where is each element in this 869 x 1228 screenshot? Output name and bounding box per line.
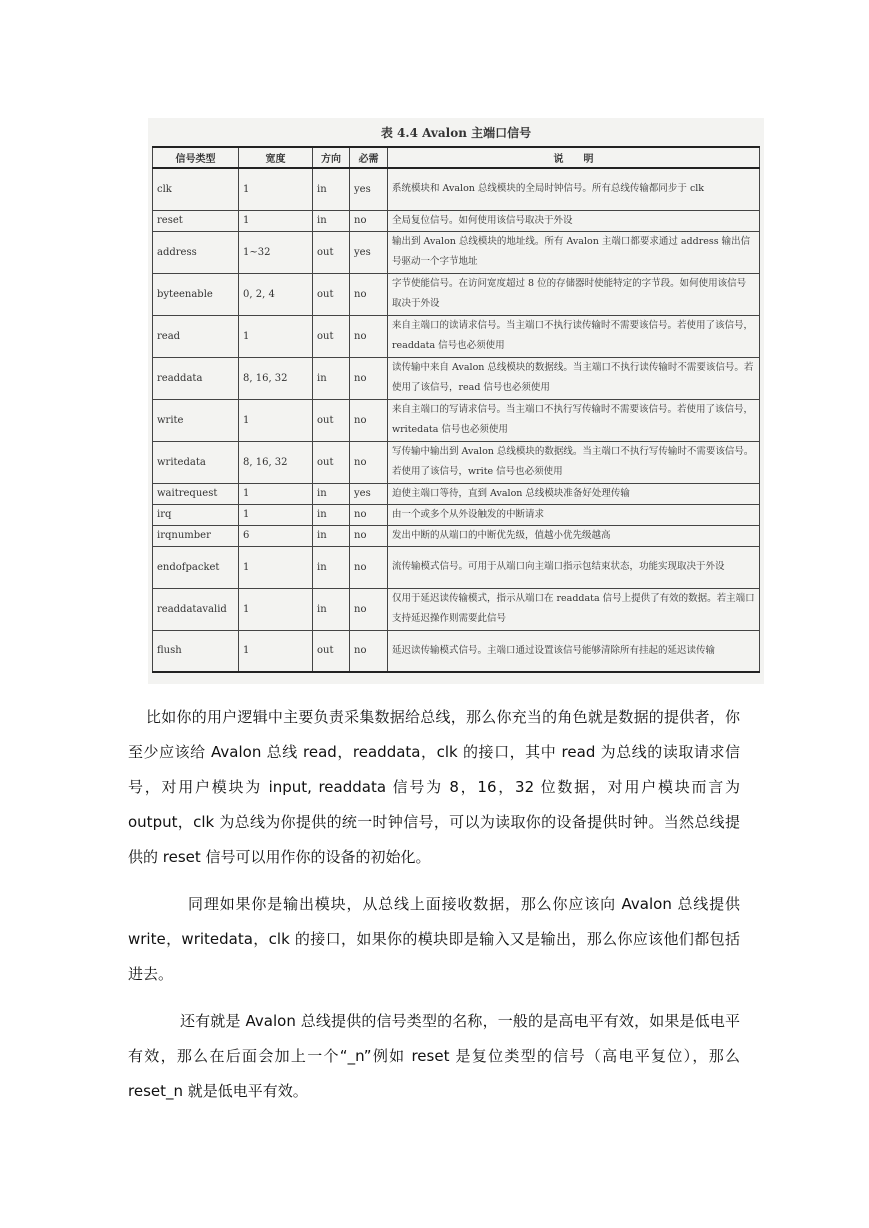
paragraph: 比如你的用户逻辑中主要负责采集数据给总线，那么你充当的角色就是数据的提供者，你至少应该给 Avalon 总线 read，readdata，clk 的接口，其中 read 为总线的读取请求信号，对用户模块为 input, readdata 信号为 8，16，32 位数据，对用户模块而言为 output，clk 为总线为你提供的统一时钟信号，可以为读取你的设备提供时钟。当然总线提供的 reset 信号可以用作你的设备的初始化。	[128, 708, 740, 866]
required-cell: no	[350, 441, 388, 483]
width-cell: 8, 16, 32	[239, 441, 313, 483]
signal-name-cell: flush	[153, 630, 239, 672]
signal-name-cell: byteenable	[153, 273, 239, 315]
width-cell: 1	[239, 504, 313, 525]
description-cell: 流传输模式信号。可用于从端口向主端口指示包结束状态，功能实现取决于外设	[388, 546, 760, 588]
description-cell: 读传输中来自 Avalon 总线模块的数据线。当主端口不执行读传输时不需要该信号。若使用了该信号，read 信号也必须使用	[388, 357, 760, 399]
table-row	[153, 525, 760, 546]
description-cell: 系统模块和 Avalon 总线模块的全局时钟信号。所有总线传输都同步于 clk	[388, 168, 760, 210]
description-cell: 全局复位信号。如何使用该信号取决于外设	[388, 210, 760, 231]
table-row	[153, 441, 760, 483]
signal-name-cell: writedata	[153, 441, 239, 483]
width-cell: 1	[239, 630, 313, 672]
width-cell: 8, 16, 32	[239, 357, 313, 399]
required-cell: no	[350, 525, 388, 546]
required-cell: no	[350, 273, 388, 315]
required-cell: yes	[350, 231, 388, 273]
width-cell: 1	[239, 483, 313, 504]
width-cell: 1	[239, 168, 313, 210]
required-cell: no	[350, 210, 388, 231]
required-cell: yes	[350, 168, 388, 210]
direction-cell: in	[313, 504, 350, 525]
direction-cell: in	[313, 546, 350, 588]
width-cell: 1	[239, 210, 313, 231]
description-cell: 写传输中输出到 Avalon 总线模块的数据线。当主端口不执行写传输时不需要该信号。若使用了该信号，write 信号也必须使用	[388, 441, 760, 483]
table-row	[153, 630, 760, 672]
direction-cell: in	[313, 168, 350, 210]
required-cell: no	[350, 504, 388, 525]
description-cell: 字节使能信号。在访问宽度超过 8 位的存储器时使能特定的字节段。如何使用该信号取决于外设	[388, 273, 760, 315]
required-cell: no	[350, 630, 388, 672]
table-row	[153, 231, 760, 273]
direction-cell: out	[313, 315, 350, 357]
table-row	[153, 315, 760, 357]
width-cell: 0, 2, 4	[239, 273, 313, 315]
signal-name-cell: endofpacket	[153, 546, 239, 588]
table-row	[153, 357, 760, 399]
direction-cell: out	[313, 231, 350, 273]
width-cell: 6	[239, 525, 313, 546]
signal-name-cell: readdatavalid	[153, 588, 239, 630]
table-caption: 表 4.4 Avalon 主端口信号	[380, 126, 532, 140]
signal-name-cell: read	[153, 315, 239, 357]
direction-cell: in	[313, 588, 350, 630]
signal-name-cell: irq	[153, 504, 239, 525]
header-signal-type: 信号类型	[153, 147, 239, 168]
table-row	[153, 273, 760, 315]
table-row	[153, 504, 760, 525]
direction-cell: in	[313, 525, 350, 546]
direction-cell: out	[313, 273, 350, 315]
required-cell: no	[350, 546, 388, 588]
signal-name-cell: readdata	[153, 357, 239, 399]
table-row	[153, 546, 760, 588]
signal-name-cell: waitrequest	[153, 483, 239, 504]
description-cell: 迫使主端口等待，直到 Avalon 总线模块准备好处理传输	[388, 483, 760, 504]
required-cell: yes	[350, 483, 388, 504]
table-row	[153, 483, 760, 504]
required-cell: no	[350, 357, 388, 399]
direction-cell: in	[313, 210, 350, 231]
direction-cell: in	[313, 483, 350, 504]
avalon-signal-table	[152, 146, 760, 673]
header-direction: 方向	[313, 147, 350, 168]
required-cell: no	[350, 399, 388, 441]
table-row	[153, 588, 760, 630]
table-row	[153, 399, 760, 441]
direction-cell: out	[313, 441, 350, 483]
description-cell: 由一个或多个从外设触发的中断请求	[388, 504, 760, 525]
header-description: 说 明	[388, 147, 760, 168]
description-cell: 来自主端口的读请求信号。当主端口不执行读传输时不需要该信号。若使用了该信号，readdata 信号也必须使用	[388, 315, 760, 357]
signal-name-cell: address	[153, 231, 239, 273]
required-cell: no	[350, 315, 388, 357]
width-cell: 1	[239, 399, 313, 441]
table-row	[153, 168, 760, 210]
description-cell: 来自主端口的写请求信号。当主端口不执行写传输时不需要该信号。若使用了该信号，writedata 信号也必须使用	[388, 399, 760, 441]
required-cell: no	[350, 588, 388, 630]
width-cell: 1	[239, 315, 313, 357]
paragraph: 还有就是 Avalon 总线提供的信号类型的名称，一般的是高电平有效，如果是低电平有效，那么在后面会加上一个“_n”例如 reset 是复位类型的信号（高电平复位），那么 reset_n 就是低电平有效。	[128, 1012, 740, 1100]
header-width: 宽度	[239, 147, 313, 168]
description-cell: 延迟读传输模式信号。主端口通过设置该信号能够清除所有挂起的延迟读传输	[388, 630, 760, 672]
signal-name-cell: clk	[153, 168, 239, 210]
signal-name-cell: irqnumber	[153, 525, 239, 546]
description-cell: 发出中断的从端口的中断优先级，值越小优先级越高	[388, 525, 760, 546]
description-cell: 仅用于延迟读传输模式，指示从端口在 readdata 信号上提供了有效的数据。若主端口支持延迟操作则需要此信号	[388, 588, 760, 630]
direction-cell: out	[313, 630, 350, 672]
width-cell: 1	[239, 546, 313, 588]
direction-cell: in	[313, 357, 350, 399]
table-body	[153, 168, 760, 672]
signal-name-cell: write	[153, 399, 239, 441]
description-cell: 输出到 Avalon 总线模块的地址线。所有 Avalon 主端口都要求通过 address 输出信号驱动一个字节地址	[388, 231, 760, 273]
paragraph: 同理如果你是输出模块，从总线上面接收数据，那么你应该向 Avalon 总线提供 write，writedata，clk 的接口，如果你的模块即是输入又是输出，那么你应该他们都包括进去。	[128, 895, 740, 983]
signal-name-cell: reset	[153, 210, 239, 231]
table-header-row	[153, 147, 760, 168]
width-cell: 1~32	[239, 231, 313, 273]
width-cell: 1	[239, 588, 313, 630]
header-required: 必需	[350, 147, 388, 168]
table-row	[153, 210, 760, 231]
body-text	[128, 700, 740, 1121]
direction-cell: out	[313, 399, 350, 441]
